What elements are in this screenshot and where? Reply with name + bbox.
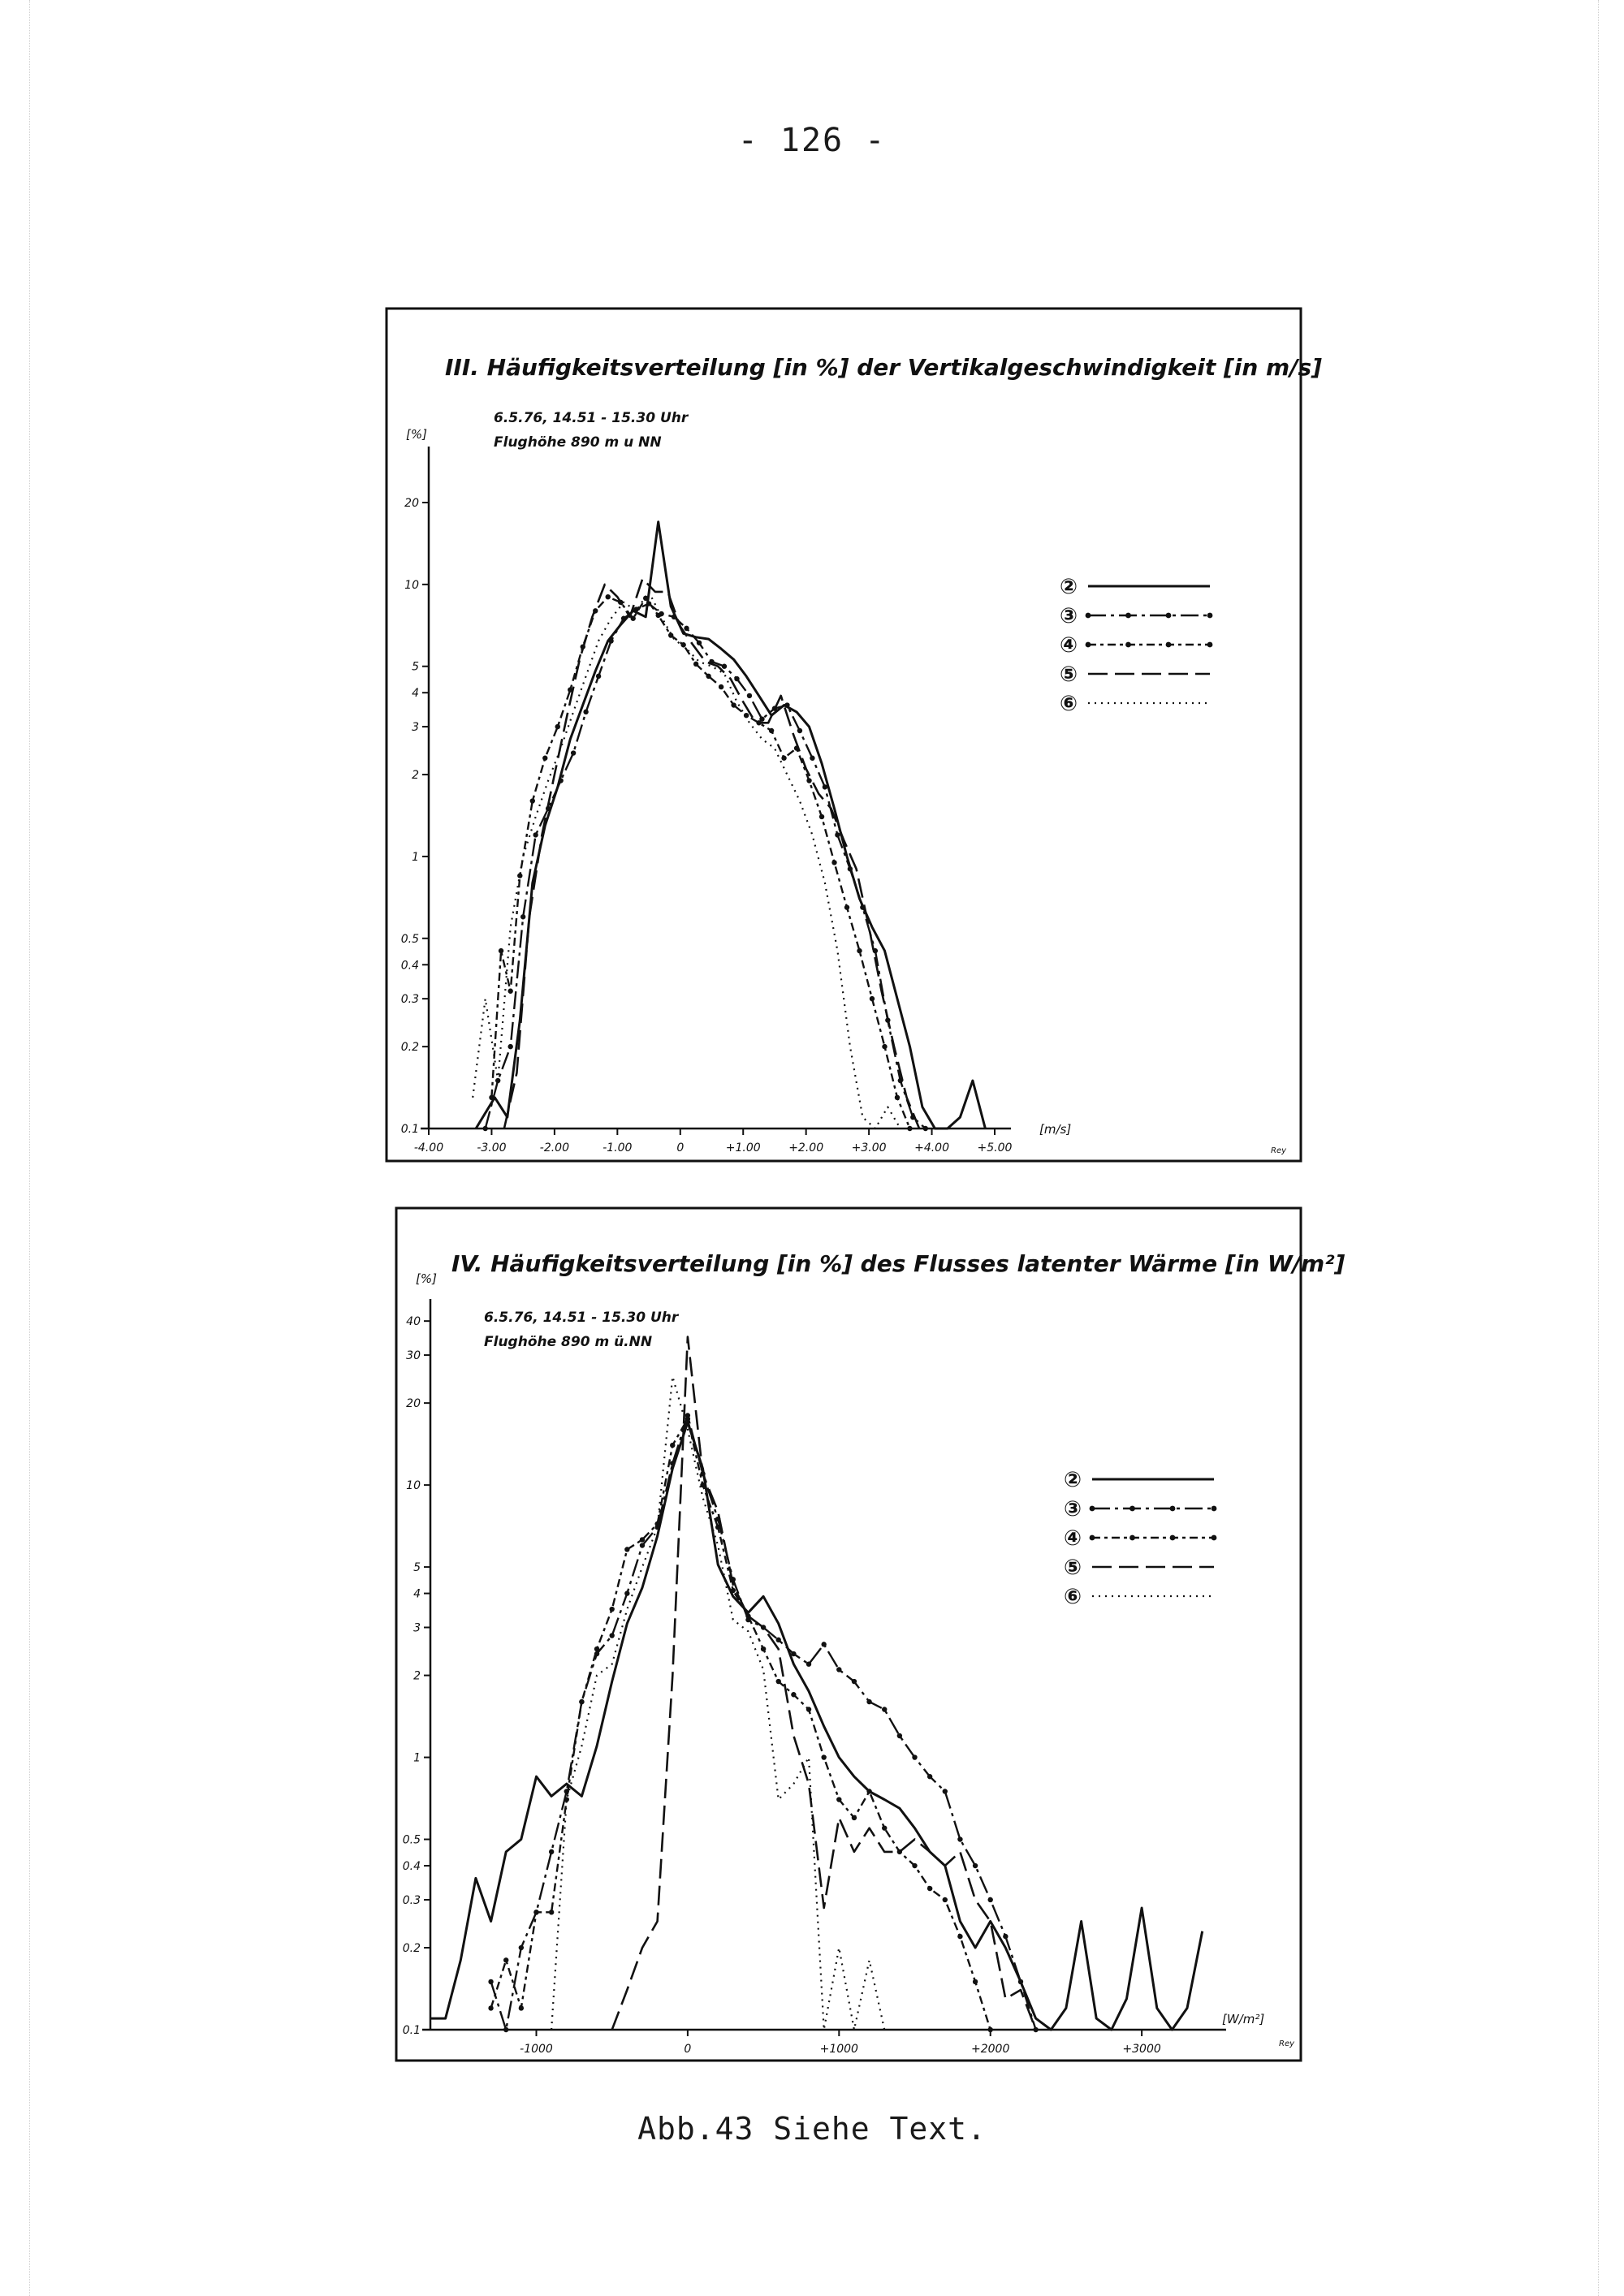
- data-point: [668, 632, 673, 637]
- y-tick-label: 2: [412, 769, 419, 783]
- data-point: [866, 1789, 871, 1793]
- x-tick-label: +2.00: [788, 1142, 824, 1154]
- y-tick-label: 0.4: [400, 959, 419, 973]
- x-axis-label: [W/m²]: [1222, 2012, 1265, 2026]
- data-point: [791, 1692, 796, 1697]
- data-point: [769, 728, 774, 733]
- legend-marker: [1170, 1506, 1176, 1512]
- data-point: [866, 1699, 871, 1704]
- data-point: [520, 914, 525, 919]
- data-point: [583, 710, 588, 714]
- data-point: [857, 948, 862, 953]
- series-line-6: [551, 1377, 884, 2030]
- legend-marker: [1212, 1506, 1217, 1512]
- y-tick-label: 5: [412, 660, 419, 674]
- chart-subtitle-date: 6.5.76, 14.51 - 15.30 Uhr: [494, 410, 689, 426]
- legend-marker: [1090, 1506, 1095, 1512]
- x-tick-label: +2000: [971, 2043, 1010, 2056]
- series-line-5: [612, 1337, 1036, 2030]
- data-point: [503, 2027, 508, 2032]
- chart-series: [473, 522, 985, 1132]
- data-point: [957, 1836, 962, 1841]
- data-point: [488, 1979, 493, 1984]
- data-point: [697, 641, 702, 645]
- legend-marker: [1090, 1535, 1095, 1541]
- data-point: [852, 1679, 857, 1684]
- data-point: [483, 1126, 488, 1131]
- data-point: [670, 1443, 675, 1448]
- legend-marker: [1125, 613, 1131, 619]
- chart-series: [430, 1337, 1203, 2033]
- data-point: [797, 728, 802, 733]
- data-point: [973, 1863, 978, 1868]
- data-point: [558, 778, 563, 783]
- x-tick-label: +3000: [1122, 2043, 1161, 2056]
- data-point: [810, 756, 814, 761]
- data-point: [594, 1646, 599, 1651]
- y-tick-label: 1: [412, 850, 419, 864]
- data-point: [640, 1543, 645, 1547]
- data-point: [848, 866, 853, 871]
- data-point: [731, 702, 736, 707]
- y-tick-label: 0.2: [402, 1942, 421, 1956]
- data-point: [571, 750, 576, 755]
- series-line-2: [476, 522, 985, 1129]
- y-tick-label: 20: [406, 1397, 421, 1411]
- data-point: [844, 904, 849, 909]
- data-point: [988, 2027, 993, 2032]
- data-point: [852, 1815, 857, 1820]
- data-point: [776, 1638, 781, 1642]
- data-point: [882, 1044, 887, 1049]
- x-tick-label: 0: [684, 2043, 692, 2056]
- data-point: [533, 832, 538, 837]
- data-point: [943, 1789, 948, 1793]
- data-point: [761, 1646, 766, 1651]
- legend-marker: [1207, 642, 1213, 648]
- y-tick-label: 0.1: [402, 2024, 421, 2037]
- legend-number: ④: [1060, 633, 1078, 658]
- data-point: [882, 1707, 887, 1711]
- data-point: [503, 1957, 508, 1962]
- corner-note: Rey: [1279, 2039, 1295, 2048]
- data-point: [907, 1126, 912, 1131]
- legend-marker: [1170, 1535, 1176, 1541]
- data-point: [530, 798, 535, 803]
- data-point: [731, 1588, 736, 1593]
- data-point: [776, 1679, 781, 1684]
- y-tick-label: 20: [404, 497, 419, 511]
- chart-legend: [1064, 1468, 1216, 1609]
- data-point: [684, 626, 689, 631]
- data-point: [672, 615, 676, 619]
- data-point: [836, 1797, 841, 1802]
- data-point: [508, 1044, 512, 1049]
- legend-number: ⑥: [1060, 692, 1078, 716]
- y-axis-label: [%]: [416, 1271, 437, 1286]
- y-tick-label: 4: [412, 687, 419, 701]
- legend-number: ⑥: [1064, 1585, 1082, 1609]
- data-point: [821, 1642, 826, 1646]
- data-point: [943, 1897, 948, 1902]
- data-point: [821, 1754, 826, 1759]
- data-point: [973, 1979, 978, 1984]
- data-point: [747, 693, 752, 698]
- data-point: [957, 1934, 962, 1939]
- data-point: [912, 1754, 917, 1759]
- data-point: [912, 1863, 917, 1868]
- data-point: [624, 1547, 629, 1552]
- legend-marker: [1129, 1506, 1135, 1512]
- data-point: [693, 662, 698, 667]
- chart-latent-heat-flux: [396, 1208, 1345, 2061]
- data-point: [596, 674, 601, 679]
- x-tick-label: +4.00: [914, 1142, 950, 1154]
- chart-legend: [1060, 575, 1212, 716]
- chart-subtitle-date: 6.5.76, 14.51 - 15.30 Uhr: [484, 1310, 679, 1326]
- x-tick-label: +1.00: [725, 1142, 761, 1154]
- data-point: [927, 1886, 932, 1891]
- data-point: [519, 1945, 524, 1950]
- data-point: [579, 1699, 584, 1704]
- y-tick-label: 0.2: [400, 1041, 419, 1055]
- data-point: [555, 724, 560, 729]
- legend-number: ②: [1060, 575, 1078, 599]
- data-point: [640, 1537, 645, 1542]
- data-point: [609, 1607, 614, 1612]
- y-tick-label: 0.5: [400, 932, 419, 946]
- y-tick-label: 0.3: [402, 1893, 421, 1907]
- chart-title: IV. Häufigkeitsverteilung [in %] des Flusses latenter Wärme [in W/m²]: [451, 1250, 1345, 1277]
- y-tick-label: 3: [412, 721, 419, 735]
- data-point: [624, 1590, 629, 1595]
- y-axis-label: [%]: [406, 427, 427, 442]
- data-point: [519, 2005, 524, 2010]
- data-point: [719, 684, 723, 689]
- x-tick-label: -4.00: [413, 1142, 444, 1154]
- data-point: [606, 594, 611, 599]
- data-point: [819, 814, 824, 819]
- y-tick-label: 2: [413, 1669, 421, 1683]
- y-tick-label: 0.3: [400, 993, 419, 1007]
- data-point: [791, 1651, 796, 1656]
- data-point: [734, 676, 739, 681]
- y-tick-label: 40: [406, 1315, 421, 1329]
- data-point: [508, 989, 512, 994]
- chart-vertical-velocity: [387, 309, 1322, 1161]
- legend-marker: [1166, 642, 1172, 648]
- x-tick-label: +1000: [819, 2043, 858, 2056]
- legend-number: ④: [1064, 1526, 1082, 1551]
- y-tick-label: 30: [406, 1349, 421, 1363]
- data-point: [831, 860, 836, 865]
- legend-marker: [1125, 642, 1131, 648]
- data-point: [1003, 1934, 1008, 1939]
- data-point: [608, 638, 613, 643]
- x-tick-label: -3.00: [477, 1142, 507, 1154]
- data-point: [927, 1774, 932, 1779]
- chart-axes: [403, 1299, 1226, 2056]
- legend-number: ②: [1064, 1468, 1082, 1492]
- data-point: [836, 1667, 841, 1672]
- series-line-3: [491, 1416, 1036, 2031]
- data-point: [685, 1416, 690, 1421]
- y-tick-label: 3: [413, 1621, 421, 1635]
- data-point: [897, 1733, 902, 1738]
- y-tick-label: 0.4: [402, 1860, 421, 1874]
- x-tick-label: +3.00: [851, 1142, 887, 1154]
- data-point: [715, 1525, 720, 1530]
- data-point: [670, 1461, 675, 1465]
- data-point: [988, 1897, 993, 1902]
- data-point: [499, 948, 503, 953]
- x-tick-label: -1.00: [603, 1142, 633, 1154]
- series-line-3: [486, 604, 926, 1129]
- data-point: [489, 1095, 494, 1100]
- legend-number: ③: [1064, 1497, 1082, 1521]
- data-point: [895, 1095, 900, 1100]
- legend-marker: [1129, 1535, 1135, 1541]
- series-line-4: [491, 1419, 991, 2030]
- data-point: [630, 616, 635, 621]
- data-point: [835, 832, 840, 837]
- y-tick-label: 0.1: [400, 1123, 419, 1136]
- data-point: [609, 1633, 614, 1638]
- data-point: [744, 713, 749, 718]
- data-point: [806, 1661, 811, 1666]
- chart-subtitle-altitude: Flughöhe 890 m ü.NN: [484, 1334, 653, 1350]
- legend-marker: [1207, 613, 1213, 619]
- y-tick-label: 0.5: [402, 1833, 421, 1847]
- y-tick-label: 5: [413, 1561, 421, 1575]
- data-point: [621, 616, 626, 621]
- data-point: [549, 1849, 554, 1854]
- data-point: [722, 664, 727, 669]
- data-point: [1018, 1979, 1023, 1984]
- x-tick-label: -1000: [520, 2043, 553, 2056]
- legend-number: ③: [1060, 604, 1078, 628]
- figure-caption: Abb.43 Siehe Text.: [637, 2111, 987, 2147]
- legend-number: ⑤: [1064, 1556, 1082, 1580]
- x-tick-label: 0: [676, 1142, 685, 1154]
- data-point: [1033, 2027, 1038, 2032]
- page-number: - 126 -: [737, 122, 887, 159]
- legend-marker: [1086, 642, 1091, 648]
- x-tick-label: +5.00: [977, 1142, 1013, 1154]
- data-point: [784, 702, 789, 707]
- y-tick-label: 10: [404, 578, 419, 592]
- data-point: [781, 756, 786, 761]
- data-point: [706, 674, 710, 679]
- data-point: [549, 1910, 554, 1914]
- data-point: [533, 1910, 538, 1914]
- chart-title: III. Häufigkeitsverteilung [in %] der Vertikalgeschwindigkeit [in m/s]: [445, 354, 1322, 381]
- legend-marker: [1086, 613, 1091, 619]
- y-tick-label: 10: [406, 1479, 421, 1493]
- y-tick-label: 4: [413, 1587, 421, 1601]
- y-tick-label: 1: [413, 1751, 421, 1765]
- legend-number: ⑤: [1060, 662, 1078, 687]
- data-point: [806, 1707, 811, 1711]
- corner-note: Rey: [1271, 1146, 1287, 1155]
- series-line-2: [430, 1422, 1203, 2030]
- chart-subtitle-altitude: Flughöhe 890 m u NN: [494, 434, 662, 451]
- legend-marker: [1166, 613, 1172, 619]
- data-point: [488, 2005, 493, 2010]
- data-point: [882, 1825, 887, 1830]
- data-point: [923, 1126, 928, 1131]
- data-point: [806, 778, 811, 783]
- legend-marker: [1212, 1535, 1217, 1541]
- x-axis-label: [m/s]: [1039, 1122, 1072, 1137]
- data-point: [823, 784, 827, 789]
- data-point: [870, 996, 875, 1001]
- data-point: [542, 756, 547, 761]
- x-tick-label: -2.00: [539, 1142, 570, 1154]
